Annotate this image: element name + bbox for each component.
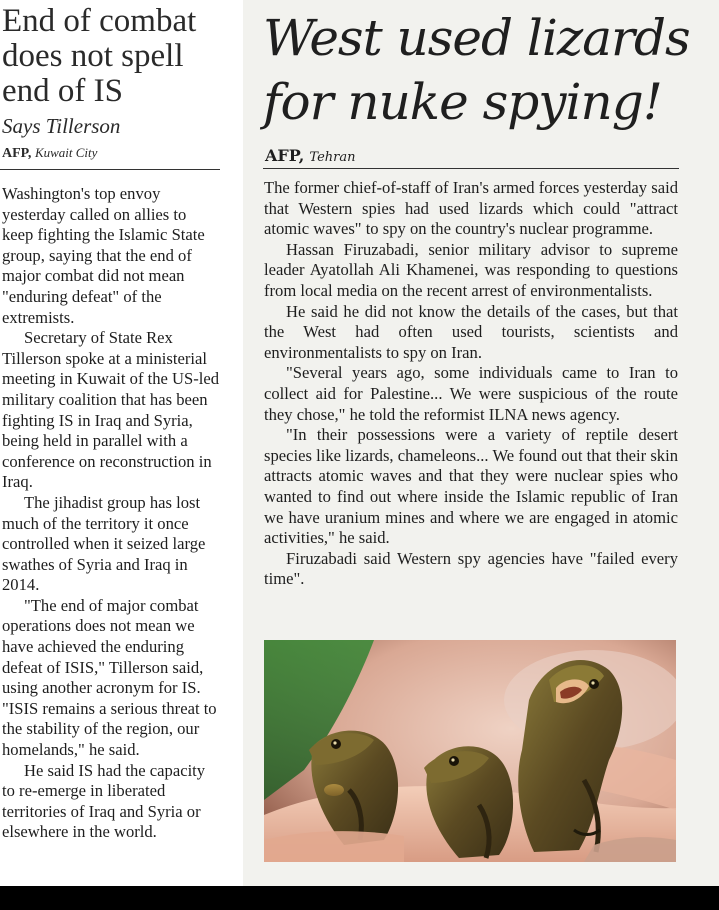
left-paragraph: The jihadist group has lost much of the territory it once controlled when it seized large swathes of Syria and Iraq in 2014. xyxy=(2,492,206,595)
left-dateline: Kuwait City xyxy=(34,145,98,160)
bottom-black-bar xyxy=(0,886,719,910)
left-byline xyxy=(2,145,97,162)
right-headline: West used lizards for nuke spying! xyxy=(263,9,690,131)
right-dateline: Tehran xyxy=(309,150,356,165)
right-paragraph: Hassan Firuzabadi, senior military advisor to supreme leader Ayatollah Ali Khamenei, was responding to questions from local media on the recent arrest of environmentalists. xyxy=(264,239,678,300)
lizards-photo xyxy=(264,640,676,862)
right-paragraph: "In their possessions were a variety of reptile desert species like lizards, chameleons... We found out that their skin attracts atomic waves and that they were nuclear spies who wanted to find out where inside the Islamic republic of Iran we have uranium mines and where we are engaged in atomic activities," he said. xyxy=(264,425,678,548)
left-paragraph: "The end of major combat operations does not mean we have achieved the enduring defeat of ISIS," Tillerson said, using another acronym for IS. "ISIS remains a serious threat to the stability of the region, our homelands," he said. xyxy=(2,595,217,760)
right-paragraph: Firuzabadi said Western spy agencies have "failed every time". xyxy=(264,548,678,589)
left-headline: End of combat does not spell end of IS xyxy=(2,3,197,109)
right-agency: AFP, xyxy=(265,146,305,165)
left-story xyxy=(0,0,226,886)
left-paragraph: Secretary of State Rex Tillerson spoke at a ministerial meeting in Kuwait of the US-led military coalition that has been fighting IS in Iraq and Syria, being held in parallel with a conference on reconstruction in Iraq. xyxy=(2,328,220,492)
left-paragraph: Washington's top envoy yesterday called on allies to keep fighting the Islamic State group, saying that the end of major combat did not mean "enduring defeat" of the extremists. xyxy=(2,184,205,327)
left-subhead: Says Tillerson xyxy=(2,114,121,138)
left-agency: AFP, xyxy=(2,146,32,161)
right-paragraph: The former chief-of-staff of Iran's armed forces yesterday said that Western spies had used lizards which could "attract atomic waves" to spy on the country's nuclear programme. xyxy=(264,178,678,239)
right-edge-margin xyxy=(710,180,719,860)
right-body xyxy=(264,178,678,590)
left-body xyxy=(2,184,220,843)
right-divider xyxy=(263,168,679,169)
left-divider xyxy=(0,169,220,170)
right-byline xyxy=(265,146,355,165)
right-paragraph: He said he did not know the details of the cases, but that the West had often used tourists, scientists and environmentalists to spy on Iran. xyxy=(264,301,678,362)
right-paragraph: "Several years ago, some individuals came to Iran to collect aid for Palestine... We were suspicious of the route they chose," he told the reformist ILNA news agency. xyxy=(264,363,678,424)
left-paragraph: He said IS had the capacity to re-emerge in liberated territories of Iraq and Syria or elsewhere in the world. xyxy=(2,760,206,842)
